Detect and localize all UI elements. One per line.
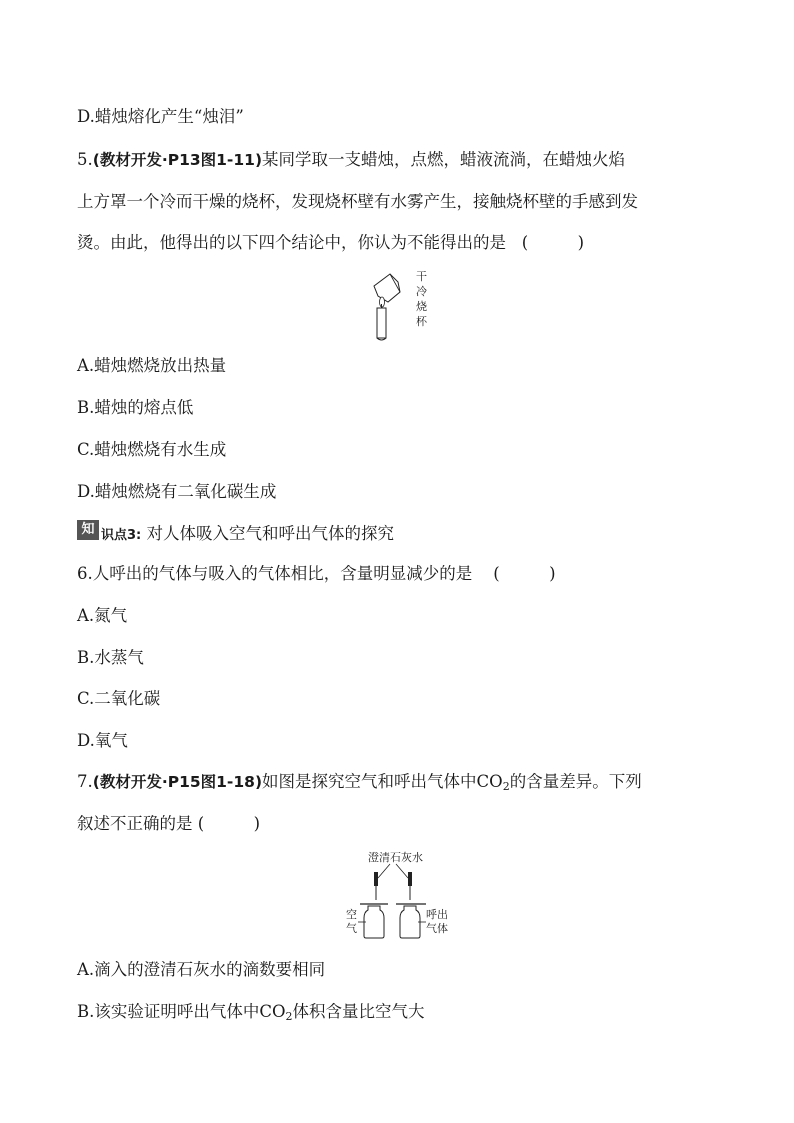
q5-line3 bbox=[77, 232, 584, 254]
beaker-shape bbox=[374, 274, 400, 302]
q5-option-a[interactable]: A.蜡烛燃烧放出热量 bbox=[77, 356, 227, 375]
bottle-air bbox=[364, 906, 384, 938]
fig7-leader-right bbox=[396, 864, 408, 878]
dropper-right bbox=[408, 872, 412, 886]
q7-source-tag: (教材开发·P15图1-18) bbox=[92, 773, 263, 791]
q6-answer-blank[interactable]: ( ) bbox=[493, 564, 556, 583]
q5-line2: 上方罩一个冷而干燥的烧杯，发现烧杯壁有水雾产生，接触烧杯壁的手感到发 bbox=[77, 192, 638, 211]
q5-source-tag: (教材开发·P13图1-11) bbox=[92, 151, 263, 169]
fig5-label-2: 冷 bbox=[416, 285, 427, 298]
fig7-left-label-1: 空 bbox=[346, 908, 357, 921]
q7-option-a[interactable]: A.滴入的澄清石灰水的滴数要相同 bbox=[77, 960, 326, 979]
q7-line2-text: 叙述不正确的是 bbox=[77, 814, 193, 833]
q5-line3-text: 烫。由此，他得出的以下四个结论中，你认为不能得出的是 bbox=[77, 233, 506, 252]
prev-option-d: D.蜡烛熔化产生“烛泪” bbox=[77, 107, 244, 126]
q5-option-c[interactable]: C.蜡烛燃烧有水生成 bbox=[77, 440, 227, 459]
q6-stem: 6.人呼出的气体与吸入的气体相比，含量明显减少的是 bbox=[77, 564, 473, 583]
q6-stem-line bbox=[77, 563, 556, 585]
knowledge-point-label: 识点3: bbox=[101, 528, 142, 543]
q7-line2 bbox=[77, 813, 260, 835]
knowledge-point-heading bbox=[101, 523, 394, 547]
q7-line1-sub: 2 bbox=[502, 780, 510, 793]
q7-option-b-sub: 2 bbox=[285, 1010, 293, 1023]
candle-body bbox=[377, 308, 386, 338]
fig7-right-label-1: 呼出 bbox=[426, 908, 448, 921]
q5-option-b[interactable]: B.蜡烛的熔点低 bbox=[77, 398, 194, 417]
fig7-top-label: 澄清石灰水 bbox=[368, 851, 423, 864]
fig5-label-4: 杯 bbox=[416, 315, 427, 328]
q7-option-b-pre: B.该实验证明呼出气体中CO bbox=[77, 1002, 286, 1021]
fig7-leader-left bbox=[378, 864, 390, 878]
q7-line1 bbox=[77, 771, 642, 798]
bottle-exhaled bbox=[400, 906, 420, 938]
q7-answer-blank[interactable]: ( ) bbox=[197, 814, 261, 833]
q7-line1-pre: 如图是探究空气和呼出气体中CO bbox=[262, 772, 503, 791]
fig7-left-label-2: 气 bbox=[346, 922, 357, 935]
knowledge-point-title: 对人体吸入空气和呼出气体的探究 bbox=[146, 524, 394, 543]
q6-option-a[interactable]: A.氮气 bbox=[77, 606, 128, 625]
limewater-bottles-figure bbox=[338, 848, 458, 942]
q5-line1-text: 某同学取一支蜡烛，点燃，蜡液流淌，在蜡烛火焰 bbox=[262, 150, 626, 169]
fig7-right-label-2: 气体 bbox=[426, 922, 448, 935]
fig5-label-1: 干 bbox=[416, 270, 427, 283]
fig5-label-3: 烧 bbox=[416, 300, 427, 313]
q7-line1-post: 的含量差异。下列 bbox=[509, 772, 642, 791]
q5-number: 5. bbox=[77, 150, 93, 169]
q5-line1 bbox=[77, 149, 625, 171]
q6-option-b[interactable]: B.水蒸气 bbox=[77, 648, 144, 667]
knowledge-point-icon: 知 bbox=[77, 520, 99, 540]
q6-option-c[interactable]: C.二氧化碳 bbox=[77, 689, 161, 708]
q7-option-b[interactable] bbox=[77, 1001, 425, 1028]
q5-answer-blank[interactable]: ( ) bbox=[521, 233, 585, 252]
q7-option-b-post: 体积含量比空气大 bbox=[292, 1002, 425, 1021]
q7-number: 7. bbox=[77, 772, 93, 791]
q6-option-d[interactable]: D.氧气 bbox=[77, 731, 128, 750]
dropper-left bbox=[374, 872, 378, 886]
q5-option-d[interactable]: D.蜡烛燃烧有二氧化碳生成 bbox=[77, 482, 277, 501]
candle-beaker-figure bbox=[360, 266, 440, 342]
